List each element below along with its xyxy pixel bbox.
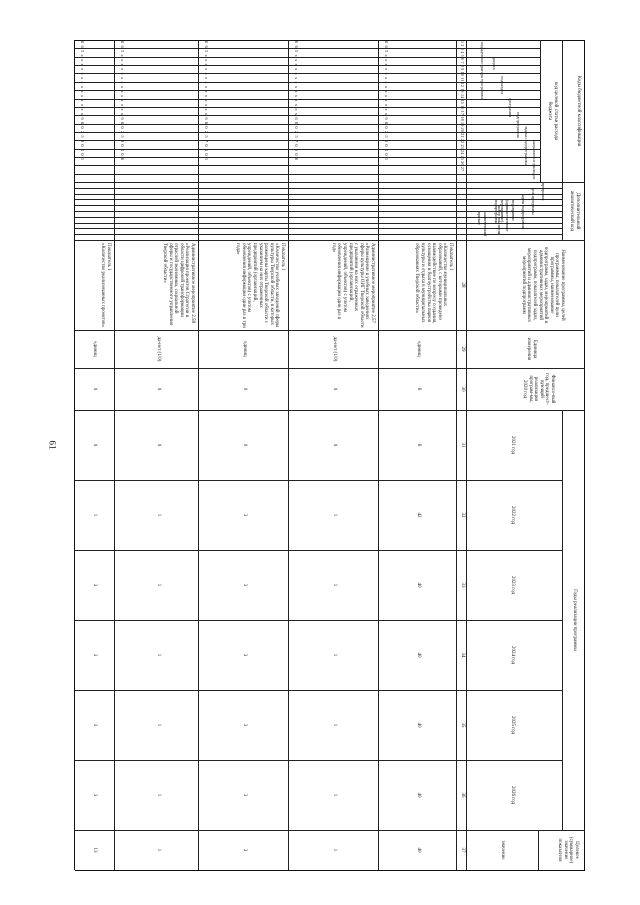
row-3-2025: 3: [242, 723, 247, 727]
code-label-task: задача подпрограммы: [524, 126, 529, 165]
row-5-2023: 3: [92, 583, 97, 587]
row-2-2021: 0: [332, 443, 337, 447]
row-2-target: 1: [332, 848, 337, 852]
col-number-36: 36: [460, 792, 465, 798]
code-label-admin: код администратора программы: [480, 42, 485, 99]
row-2-2022: 1: [332, 513, 337, 517]
col-number-31: 31: [460, 442, 465, 448]
row-5-2024: 3: [92, 653, 97, 657]
row-5-2022: 1: [92, 513, 97, 517]
fin-column-header: Финансо-вый год, предшест-вующий реализации програм-мы, 2020 год: [522, 373, 555, 405]
row-4-target: 1: [156, 848, 161, 852]
row-4-2023: 1: [156, 583, 161, 587]
code-sub-header-line2: бюджета: [547, 101, 552, 121]
row-5-codes: 0 6 5 х х х х х х х х х х х х х х 6 0 0 2 5 8 0 0 0 1: [80, 41, 85, 161]
code-block-header: Коды бюджетной классификации: [576, 75, 581, 147]
row-2-2023: 1: [332, 583, 337, 587]
row-1-2026: 40: [416, 792, 421, 798]
row-3-unit: единиц: [242, 341, 247, 357]
row-2-fin: 0: [332, 387, 337, 391]
row-5-target: 13: [92, 847, 97, 853]
row-4-codes: 0 6 5 х х х х х х х х х х х х х х 6 0 0 2 5 8 0 0 0 0: [120, 41, 125, 161]
row-3-target: 3: [242, 848, 247, 852]
code-label-analytic: аналитический признак: [477, 212, 487, 237]
row-1-2022: 42: [416, 512, 421, 518]
row-2-2025: 1: [332, 723, 337, 727]
row-2-name: Административное мероприятие 2.57 «Размещение в учебных заведениях сферы культуры ОИГ Тверской области с указанием на них отраженных предприятий (организаций, учреждений, объектов) с учетом обновления информации один раз в год»: [330, 243, 375, 328]
row-1-fin: 6: [416, 387, 421, 391]
target-value-header: значение: [500, 840, 505, 860]
code-label-expense-direction: направление расходов: [532, 140, 537, 180]
row-3-2021: 0: [242, 443, 247, 447]
row-5-2025: 3: [92, 723, 97, 727]
row-3-2022: 3: [242, 513, 247, 517]
code-column-numbers: 1 2 3 4 5 6 7 8 9 10 11 12 13 14 15 16 17 18 19 20 21 22 23 24 25 26 27: [460, 41, 465, 172]
code-sub-header-line1: код целевой статьи расхода: [553, 82, 558, 140]
code-label-extra-task: задача подпрограммы: [521, 194, 525, 230]
row-2-unit: да-нет (1/0): [332, 336, 337, 362]
row-5-fin: 0: [92, 387, 97, 391]
row-4-fin: 0: [156, 387, 161, 391]
row-3-2026: 3: [242, 793, 247, 797]
code-label-subprogram: подпрограмма: [516, 112, 521, 138]
page-number: 61: [47, 440, 58, 450]
row-4-2025: 1: [156, 723, 161, 727]
code-label-goal: цель программы: [531, 188, 535, 215]
row-3-name: Показатель 1 «Количество учебных заведений сферы культуры Тверской области, в которых размещены карты Тверской области с указанием на них отраженных предприятий (организаций, учреждений, объектов) с учетом обновления информации один раз в три года»: [235, 243, 285, 328]
code-label-measure: мероприятие (административное мероприятие) подпрограммы: [494, 200, 515, 232]
col-number-30: 30: [460, 386, 465, 392]
years-block-header: Годы реализации программы: [572, 589, 577, 651]
code-label-program: программа: [508, 98, 513, 118]
rotated-table: [75, 40, 585, 870]
row-5-unit: единиц: [92, 341, 97, 357]
row-1-2024: 40: [416, 652, 421, 658]
row-1-unit: единиц: [416, 341, 421, 357]
unit-column-header: Единица измерения: [526, 337, 537, 361]
row-4-2026: 1: [156, 793, 161, 797]
col-number-32: 32: [460, 512, 465, 518]
row-5-2026: 3: [92, 793, 97, 797]
year-2026-header: 2026 год: [510, 785, 515, 805]
row-1-name: Показатель 1 «Количество муниципальных образований, с которыми проведено взаимодействие по вопросу создания, оснащения и благоустройства парков культуры и отдыха в муниципальных образованиях Тверской области»: [414, 243, 453, 324]
row-1-2023: 40: [416, 582, 421, 588]
row-2-2024: 1: [332, 653, 337, 657]
col-number-37: 37: [460, 847, 465, 853]
col-number-29: 29: [460, 346, 465, 352]
code-label-section: раздел: [492, 58, 497, 70]
row-1-target: 40: [416, 847, 421, 853]
row-1-2025: 40: [416, 722, 421, 728]
row-4-unit: да-нет (1/0): [156, 336, 161, 362]
year-2023-header: 2023 год: [510, 575, 515, 595]
row-2-2026: 1: [332, 793, 337, 797]
col-number-35: 35: [460, 722, 465, 728]
row-3-codes: 0 6 5 х х х х х х х х х х х х х х 6 0 0 2 5 7 0 0 0 1: [204, 41, 209, 161]
col-number-28: 28: [460, 282, 465, 288]
code-label-extra-program: программа: [541, 183, 545, 201]
code-label-indicator-number: номер показателя: [497, 206, 501, 235]
extra-code-header-line2: аналитический код: [569, 190, 574, 232]
target-block-header: Целевое (суммарное) значение показателя: [557, 836, 579, 864]
row-4-2024: 1: [156, 653, 161, 657]
row-1-codes: 0 6 5 х х х х х х х х х х х х х х 6 0 0 2 5 0 0 0 0 1: [384, 41, 389, 161]
col-number-33: 33: [460, 582, 465, 588]
name-column-header: Наименование программы, целей программы, показателей цели программы, наименование подпрограмм, задач, мероприятий и административных мероприятий подпрограмм, показателей задач, мероприятий и административных мероприятий подпрограмм: [520, 246, 565, 324]
year-2021-header: 2021 год: [510, 435, 515, 455]
row-5-name: Показатель 1 «Количество реализованных проектов»: [100, 243, 111, 327]
row-3-fin: 0: [242, 387, 247, 391]
row-2-codes: 0 6 5 х х х х х х х х х х х х х х 6 0 0 2 5 7 0 0 0 0: [294, 41, 299, 161]
row-5-2021: 0: [92, 443, 97, 447]
code-label-subsection: подраздел: [500, 76, 505, 94]
extra-code-header-line1: Дополнительный: [575, 192, 580, 230]
row-4-2021: 0: [156, 443, 161, 447]
row-1-2021: 6: [416, 443, 421, 447]
year-2025-header: 2025 год: [510, 715, 515, 735]
year-2024-header: 2024 год: [510, 645, 515, 665]
year-2022-header: 2022 год: [510, 505, 515, 525]
row-3-2024: 3: [242, 653, 247, 657]
row-3-2023: 3: [242, 583, 247, 587]
col-number-34: 34: [460, 652, 465, 658]
row-4-name: Административное мероприятие 2.58 «Реализация проектов Стратегии в области цифровой трансформации отраслей экономики, социальной сферы и государственного управления Тверской области»: [162, 243, 195, 325]
row-4-2022: 1: [156, 513, 161, 517]
